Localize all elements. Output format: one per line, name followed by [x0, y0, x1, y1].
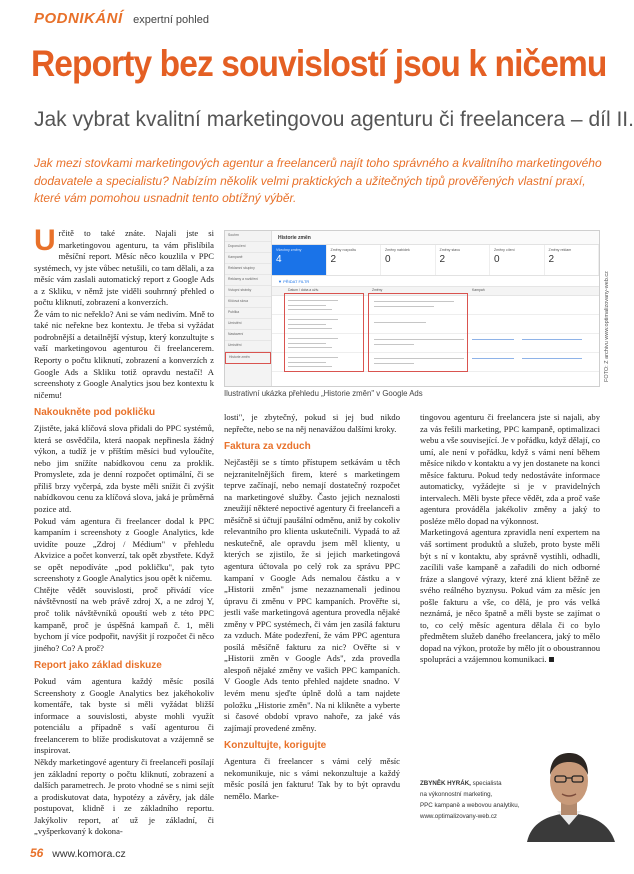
drop-cap: U [34, 224, 56, 257]
stat-tile: Změny stavu 2 [436, 245, 491, 275]
section-heading: Konzultujte, korigujte [224, 740, 327, 752]
column-3 [420, 412, 600, 666]
sidebar-item: Publika [225, 308, 271, 319]
stat-tile: Změny reklam 2 [545, 245, 600, 275]
sidebar-item: Klíčová slova [225, 297, 271, 308]
paragraph: Pokud vám agentura každý měsíc posílá Screenshoty z Google Analytics bez jakéhokoliv komentáře, tak byste si měli vyžádat bližší informace a souvislosti, abyste mohli využít potenciálu a případně s vaší agenturou či freelancerem to blíže prodiskutovat a vzájemně se inspirovat. [34, 676, 214, 756]
screenshot-main [272, 231, 599, 386]
sidebar-item: Umístění [225, 341, 271, 352]
author-bio: ZBYNĚK HYRÁK, specialista na výkonnostní marketing, PPC kampaně a webovou analytiku, www.optimalizovany-web.cz [420, 780, 520, 820]
page-footer [30, 846, 126, 860]
paragraph: losti", je zbytečný, pokud si jej bud nikdo nepřečte, nebo se na něj nenavážou dalšími kroky. [224, 412, 400, 434]
paragraph: Nejčastěji se s tímto přístupem setkávám u těch nejzranitelnějších firem, které s marketingem teprve začínají, nebo nemají dostatečný rozpočet na marketingové služby. Často jejich neznalosti zneužijí některé nepoctivé agentury či freelanceři a měsíčně si účtují paušální odměnu, aniž by cokoliv relevantního pro klienta uskutečnili. Vypadá to až neskutečně, ale opravdu jsem měl klienty, u kterých se zjistilo, že si jejich marketingová agentura účtovala po celý rok za správu PPC kampaní v Google Ads nemalou částku a v „Historii změn" jsme nezaznamenali jedinou úpravu či změnu v PPC kampaních. Prověřte si, jestli vaše marketingová agentura provedla nějaké změny v PPC systémech, či vám jen zasílá fakturu za vzduch. Máte podezření, že vám PPC agentura posílá měsíčně fakturu za nic? Ověřte si v „Historii změn v Google Ads", zda provedla alespoň nějaké změny ve vašich PPC kampaních. V Google Ads tento přehled najdete snadno. V levém menu sjeďte úplně dolů a tam najdete položku „Historie změn". Na ni klikněte a vyberte si časové období vpravo nahoře, za jaké vás zajímají provedené změny. [224, 457, 400, 733]
sidebar-item: Vstupní stránky [225, 286, 271, 297]
paragraph: Zjistěte, jaká klíčová slova přidali do PPC systémů, která se osvědčila, která naopak nepřinesla žádný výkon, a tudíž je v příštím měsíci bud vyloučíte, nebo jim snížíte nabídkovou cenu za proklik. Promyslete, zda je denní rozpočet optimální, či se příliš brzy vyčerpá, zda byste měli snížit či zvýšit nabídkovou cenu za klíčová slova, jaká je průměrná pozice atd. [34, 423, 214, 515]
section-heading: Faktura za vzduch [224, 441, 311, 453]
article-title: Reporty bez souvislostí jsou k ničemu [31, 44, 607, 85]
sidebar-item: Reklamy a rozšíření [225, 275, 271, 286]
section-subtitle: expertní pohled [133, 14, 209, 26]
section-heading: Report jako základ diskuze [34, 660, 162, 672]
stat-tile: Změny rozpočtu 2 [327, 245, 382, 275]
article-subtitle: Jak vybrat kvalitní marketingovou agenturu či freelancera – díl II. [34, 108, 634, 131]
stat-tile: Změny cílení 0 [490, 245, 545, 275]
screenshot-stats [272, 245, 599, 276]
paragraph: Marketingová agentura zpravidla není expertem na váš sortiment produktů a služeb, proto byste měli být s ní v kontaktu, aby správně vystihli, odhadli, zacílili vaše kampaně a zařadili do nich odborné fráze a slangové výrazy, které zná klient běžně ze svého reálného byznysu. Pokud vám za měsíc jen pošle fakturu a vše, co dělá, je pro vás velká neznámá, je něco špatně a měli byste se zajímat o to, co celý měsíc agentura dělala či co bylo předmětem služeb daného freelancera, jaký to mělo dopad na výkon, protože by mělo jít o oboustrannou spolupráci a vzájemnou komunikaci. [420, 527, 600, 665]
sidebar-item: Reklamní skupiny [225, 264, 271, 275]
paragraph: rčitě to také znáte. Najali jste si marketingovou agenturu, ta vám přislíbila měsíční report. Měsíc něco kouzlila v PPC systémech, vy jste vůbec netušili, co tam dělali, a za měsíc vám zaslali automatický report z Google Ads a z Skliku, v němž jste viděli souhrnný přehled o počtu kliknutí, zobrazení a konverzích. [34, 228, 214, 308]
author-name: ZBYNĚK HYRÁK, [420, 780, 471, 787]
sidebar-item: Souhrn [225, 231, 271, 242]
stat-tile: Změny nabídek 0 [381, 245, 436, 275]
sidebar-item: Nastavení [225, 330, 271, 341]
figure-caption: Ilustrativní ukázka přehledu „Historie změn" v Google Ads [224, 389, 423, 398]
sidebar-item: Umístění [225, 319, 271, 330]
column-1 [34, 224, 214, 838]
column-2 [224, 412, 400, 802]
page-number: 56 [30, 846, 44, 860]
end-mark [549, 657, 554, 662]
screenshot-sidebar [225, 231, 272, 386]
table-header: Datum / doba a uživ. Změny Kampaň [272, 286, 599, 296]
author-photo [517, 745, 621, 842]
paragraph: Někdy marketingové agentury či freelanceři posílají jen základní reporty o počtu kliknutí, zobrazení a dalších parametrech. Je proto vhodné se s nimi sejít a prodiskutovat data, hypotézy a závěry, jak dále postupovat, klidně i ze základního reportu. Jakýkoliv report, ať už je základní, či „vyšperkovaný k dokona- [34, 756, 214, 837]
change-history-screenshot [224, 230, 600, 387]
photo-credit: FOTO: Z archivu www.optimalizovany-web.cz [604, 271, 610, 382]
section-header [34, 10, 209, 28]
sidebar-item: Kampaně [225, 253, 271, 264]
paragraph: tingovou agenturu či freelancera jste si najali, aby za vás řešili marketing, PPC kampaně, optimalizaci webu a vše související. Je v pořádku, když dělají, co umí, ale není v pořádku, když s vámi není během měsíce nikdo v kontaktu a vy jen dostanete na konci měsíce fakturu. Pokud tedy nedostáváte informace automaticky, vyžádejte si je v pravidelných intervalech. Měli byste přece vědět, zda a proč vaše agentura prováděla jakékoliv změny a jaký to posléze mělo dopad na výkonnost. [420, 412, 600, 526]
stat-tile: Všechny změny 4 [272, 245, 327, 275]
paragraph: Chtějte vědět souvislosti, proč přivádí více návštěvností na web právě zdroj X, a ne zdroj Y, proč tolik návštěvníků opouští web z této PPC kampaně, proč je úspěšná kampaň č. 1, měli bychom jí více podpořit, navýšit jí rozpočet či něco jiného? Co? A proč? [34, 584, 214, 653]
footer-site: www.komora.cz [52, 848, 126, 860]
filter-label: ▼ PŘIDAT FILTR [278, 279, 310, 284]
paragraph: Agentura či freelancer s vámi celý měsíc nekomunikuje, nic s vámi nekonzultuje a každý měsíc posílá jen fakturu! Tak by to být opravdu nemělo. Marke- [224, 756, 400, 801]
section-brand: PODNIKÁNÍ [34, 10, 123, 27]
article-lead: Jak mezi stovkami marketingových agentur a freelancerů najít toho správného a kvalitního marketingového dodavatele a specialistu? Nabízím několik velmi praktických a užitečných tipů prověřených vlastní praxí, které vám pomohou usnadnit tento obtížný výběr. [34, 156, 602, 205]
screenshot-title: Historie změn [272, 231, 599, 245]
section-heading: Nakoukněte pod pokličku [34, 407, 156, 419]
paragraph: Že vám to nic neřeklo? Ani se vám nedivím. Mně to také nic neřekne bez kontextu. Je třeba si vyžádat podrobnější a detailnější výstup, který konzultujte s vaší marketingovou agenturou či freelancerem. Reporty o počtu kliknutí, zobrazení a konverzích z Google Ads a Skliku totiž opravdu nestačí! A screenshoty z Google Analytics jsou bez kontextu k ničemu! [34, 308, 214, 400]
paragraph: Pokud vám agentura či freelancer dodal k PPC kampaním i screenshoty z Google Analytics, kde uvidíte pouze „Zdroj / Médium" v přehledu Akvizice a počet konverzí, tak opět zbystřete. Když se opět nepodíváte „pod pokličku", pak tyto screenshoty z Google Analytics jsou opět k ničemu. [34, 515, 214, 584]
author-website: www.optimalizovany-web.cz [420, 813, 498, 820]
sidebar-item: Doporučení [225, 242, 271, 253]
sidebar-item-change-history: Historie změn [225, 352, 271, 364]
